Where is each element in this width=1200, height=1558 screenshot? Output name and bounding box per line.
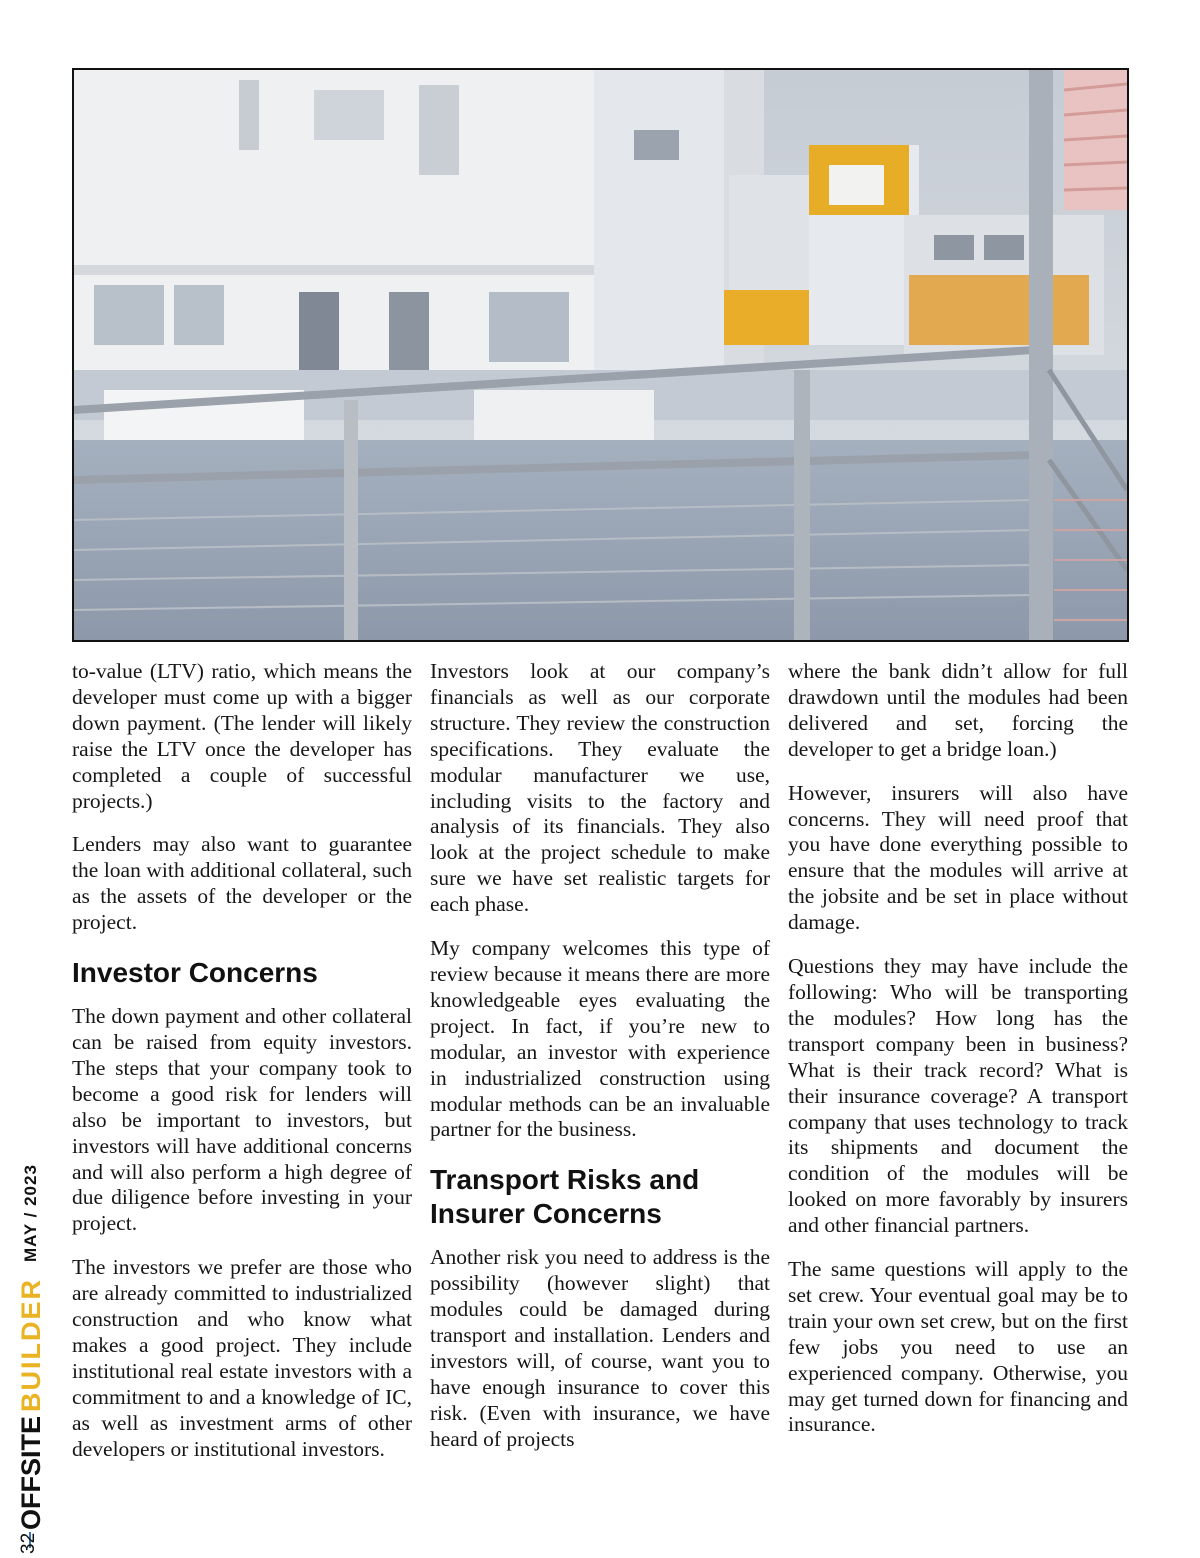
paragraph: Investors look at our company’s financials as well as our corporate structure. They review the construction specifications. They evaluate the modular manufacturer we use, including visits to the factory and analysis of its financials. They also look at the project schedule to make sure we have set realistic targets for each phase. (430, 659, 770, 917)
modular-building-rendering (74, 70, 1127, 640)
paragraph: My company welcomes this type of review because it means there are more knowledgeable eyes evaluating the project. In fact, if you’re new to modular, an investor with experience in industrialized construction using modular methods can be an invaluable partner for the business. (430, 936, 770, 1142)
section-heading: Investor Concerns (72, 957, 318, 989)
paragraph: The investors we prefer are those who are already committed to industrialized construction and who know what makes a good project. They include institutional real estate investors with a commitment to and a knowledge of IC, as well as investment arms of other developers or institutional investors. (72, 1255, 412, 1461)
paragraph: to-value (LTV) ratio, which means the developer must come up with a bigger down payment. (The lender will likely raise the LTV once the developer has completed a couple of successful projects.) (72, 659, 412, 813)
issue-date: MAY / 2023 (21, 1164, 40, 1262)
paragraph: where the bank didn’t allow for full drawdown until the modules had been delivered and set, forcing the developer to get a bridge loan.) (788, 659, 1128, 761)
paragraph: The down payment and other collateral can be raised from equity investors. The steps that your company took to become a good risk for lenders will also be important to investors, but investors will have additional concerns and will also perform a high degree of due diligence before investing in your project. (72, 1004, 412, 1236)
brand-offsite: OFFSITE (15, 1416, 46, 1530)
page-number-text: 32 (18, 1532, 39, 1554)
paragraph: The same questions will apply to the set crew. Your eventual goal may be to train your own set crew, but on the first few jobs you need to use an experienced company. Otherwise, you may get turned down for financing and insurance. (788, 1257, 1128, 1437)
section-heading: Transport Risks and Insurer Concerns (430, 1164, 700, 1230)
paragraph: Lenders may also want to guarantee the loan with additional collateral, such as the assets of the developer or the project. (72, 832, 412, 935)
article-column-2 (430, 659, 770, 1471)
paragraph: Another risk you need to address is the possibility (however slight) that modules could be damaged during transport and installation. Lenders and investors will, of course, want you to have enough insurance to cover this risk. (Even with insurance, we have heard of projects (430, 1245, 770, 1451)
brand-builder: BUILDER (15, 1278, 46, 1412)
page-number (14, 1518, 44, 1558)
article-column-3 (788, 659, 1128, 1456)
magazine-sidebar (16, 1150, 46, 1530)
article-column-1 (72, 659, 412, 1480)
hero-image (72, 68, 1129, 642)
paragraph: However, insurers will also have concerns. They will need proof that you have done everything possible to ensure that the modules will arrive at the jobsite and be set in place without damage. (788, 780, 1128, 935)
paragraph: Questions they may have include the following: Who will be transporting the modules? How long has the transport company been in business? What is their track record? What is their insurance coverage? A transport company that uses technology to track its shipments and document the condition of the modules will be looked on more favorably by insurers and other financial partners. (788, 954, 1128, 1238)
